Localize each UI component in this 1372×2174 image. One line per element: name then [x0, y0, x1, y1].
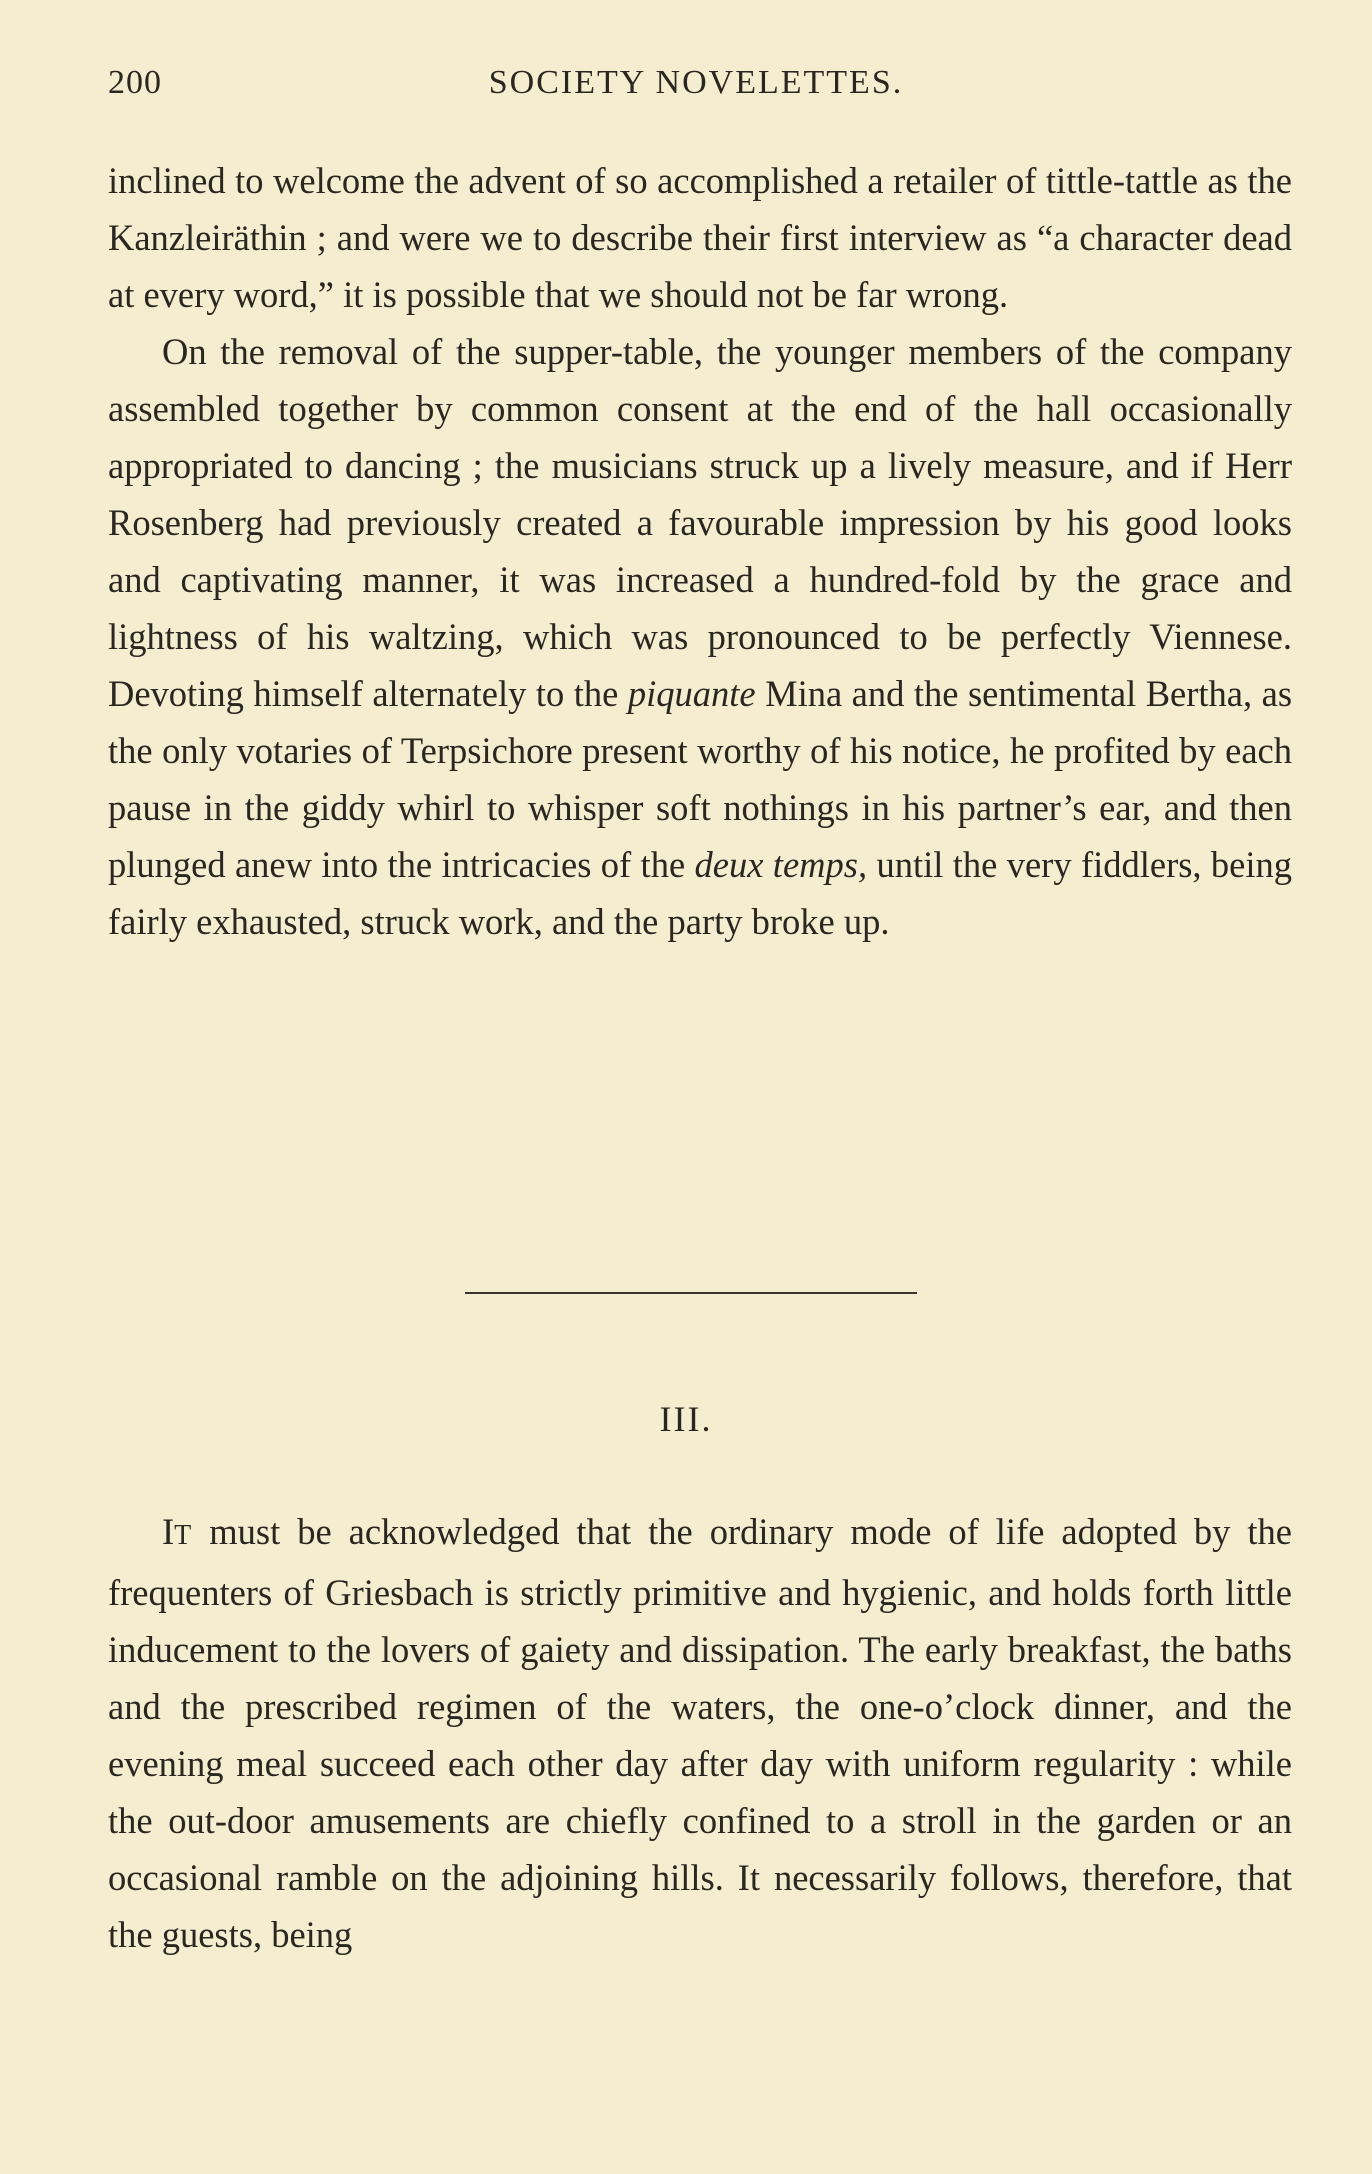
italic-phrase: piquante: [627, 673, 756, 714]
section-divider-rule: [465, 1292, 917, 1294]
text-block-upper: [108, 152, 1292, 950]
page-header: [108, 64, 1284, 114]
page-number: 200: [108, 64, 162, 101]
paragraph-section-opening: [108, 1503, 1292, 1963]
small-caps-rest: T: [174, 1520, 193, 1551]
paragraph-text: must be acknowledged that the ordinary mode of life adopted by the frequenters of Griesbach is strictly primitive and hygienic, and holds forth little inducement to the lovers of gaiety and dissipation. The early breakfast, the baths and the prescribed regimen of the waters, the one-o’clock dinner, and the evening meal succeed each other day after day with uniform regularity : while the out-door amusements are chiefly confined to a stroll in the garden or an occasional ramble on the adjoining hills. It necessarily follows, therefore, that the guests, being: [108, 1511, 1292, 1955]
paragraph-text: On the removal of the supper-table, the younger members of the company assembled together by common consent at the end of the hall occasionally appropriated to dancing ; the musicians struck up a lively measure, and if Herr Rosenberg had previously created a favourable impression by his good looks and captivating manner, it was increased a hundred-fold by the grace and lightness of his waltzing, which was pronounced to be perfectly Viennese. Devoting himself alternately to the: [108, 331, 1292, 714]
initial-letter: I: [162, 1511, 175, 1552]
section-heading: III.: [659, 1399, 713, 1439]
running-head: SOCIETY NOVELETTES.: [488, 64, 904, 101]
paragraph-supper-table: [108, 323, 1292, 950]
paragraph-continuation: inclined to welcome the advent of so accomplished a retailer of tittle-tattle as the Kanzleiräthin ; and were we to describe their first interview as “a character dead at every word,” it is possible that we should not be far wrong.: [108, 160, 1292, 315]
small-caps-opening: [162, 1511, 192, 1552]
paragraph-text: Mina and the sentimental Bertha, as the only votaries of Terpsichore present worthy of his notice, he profited by each pause in the giddy whirl to whisper soft nothings in his partner’s ear, and then plunged anew into the intricacies of the: [108, 673, 1293, 885]
paragraph-text: until the very fiddlers, being fairly exhausted, struck work, and the party broke up.: [108, 844, 1293, 942]
text-block-lower: [108, 1503, 1292, 1963]
italic-phrase: deux temps,: [694, 844, 868, 885]
